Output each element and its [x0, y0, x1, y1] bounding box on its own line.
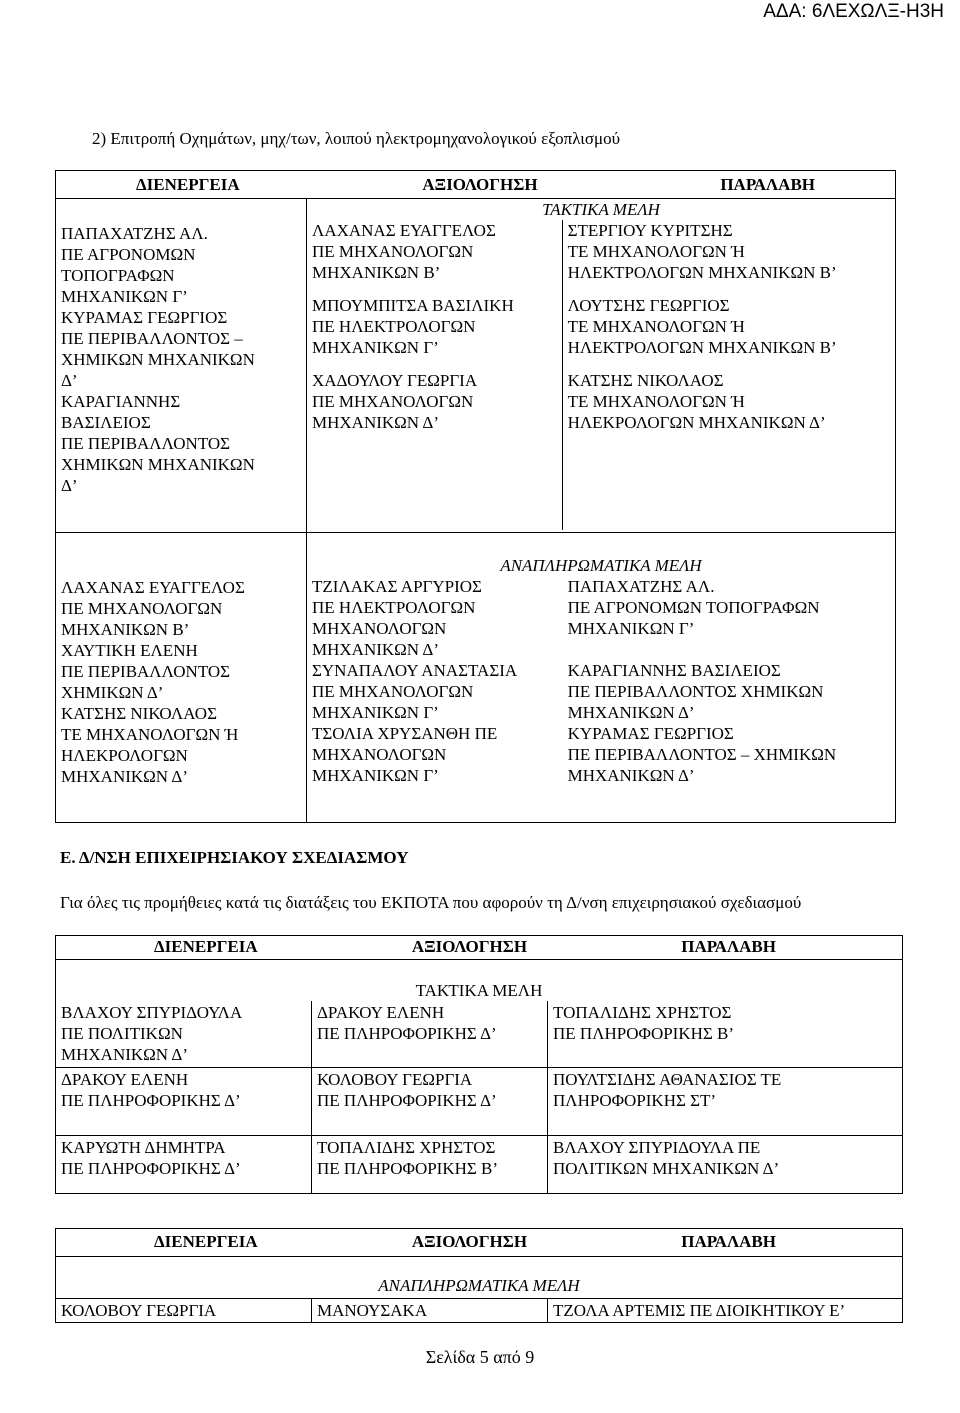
- header-dienergeia: ΔΙΕΝΕΡΓΕΙΑ: [154, 1232, 258, 1251]
- table-header-row: [56, 936, 903, 960]
- table-cell: ΚΑΡΥΩΤΗ ΔΗΜΗΤΡΑ ΠΕ ΠΛΗΡΟΦΟΡΙΚΗΣ Δ’: [56, 1135, 312, 1193]
- member-block: ΛΟΥΤΣΗΣ ΓΕΩΡΓΙΟΣ ΤΕ ΜΗΧΑΝΟΛΟΓΩΝ Ή ΗΛΕΚΤΡΟΛΟΓΩΝ ΜΗΧΑΝΙΚΩΝ Β’: [567, 296, 837, 357]
- regular-members-cell: [307, 199, 896, 533]
- member-block: ΜΠΟΥΜΠΙΤΣΑ ΒΑΣΙΛΙΚΗ ΠΕ ΗΛΕΚΤΡΟΛΟΓΩΝ ΜΗΧΑΝΙΚΩΝ Γ’: [312, 296, 514, 357]
- substitute-dienergeia-cell: ΛΑΧΑΝΑΣ ΕΥΑΓΓΕΛΟΣ ΠΕ ΜΗΧΑΝΟΛΟΓΩΝ ΜΗΧΑΝΙΚΩΝ Β’ ΧΑΥΤΙΚΗ ΕΛΕΝΗ ΠΕ ΠΕΡΙΒΑΛΛΟΝΤΟΣ ΧΗΜΙΚΩΝ Δ’ ΚΑΤΣΗΣ ΝΙΚΟΛΑΟΣ ΤΕ ΜΗΧΑΝΟΛΟΓΩΝ Ή ΗΛΕΚΡΟΛΟΓΩΝ ΜΗΧΑΝΙΚΩΝ Δ’: [56, 533, 307, 823]
- regular-members-heading: ΤΑΚΤΙΚΑ ΜΕΛΗ: [542, 200, 660, 219]
- table-cell: ΒΛΑΧΟΥ ΣΠΥΡΙΔΟΥΛΑ ΠΕ ΠΟΛΙΤΙΚΩΝ ΜΗΧΑΝΙΚΩΝ Δ’: [56, 1001, 312, 1067]
- page-number: Σελίδα 5 από 9: [425, 1347, 535, 1367]
- regular-dienergeia-cell: ΠΑΠΑΧΑΤΖΗΣ ΑΛ. ΠΕ ΑΓΡΟΝΟΜΩΝ ΤΟΠΟΓΡΑΦΩΝ ΜΗΧΑΝΙΚΩΝ Γ’ ΚΥΡΑΜΑΣ ΓΕΩΡΓΙΟΣ ΠΕ ΠΕΡΙΒΑΛΛΟΝΤΟΣ – ΧΗΜΙΚΩΝ ΜΗΧΑΝΙΚΩΝ Δ’ ΚΑΡΑΓΙΑΝΝΗΣ ΒΑΣΙΛΕΙΟΣ ΠΕ ΠΕΡΙΒΑΛΛΟΝΤΟΣ ΧΗΜΙΚΩΝ ΜΗΧΑΝΙΚΩΝ Δ’: [56, 199, 307, 533]
- header-dienergeia: ΔΙΕΝΕΡΓΕΙΑ: [154, 937, 258, 956]
- committee-table-substitutes: [55, 1228, 903, 1323]
- member-block: ΚΑΤΣΗΣ ΝΙΚΟΛΑΟΣ ΤΕ ΜΗΧΑΝΟΛΟΓΩΝ Ή ΗΛΕΚΡΟΛΟΓΩΝ ΜΗΧΑΝΙΚΩΝ Δ’: [567, 371, 826, 432]
- substitute-paralavi-column: ΠΑΠΑΧΑΤΖΗΣ ΑΛ. ΠΕ ΑΓΡΟΝΟΜΩΝ ΤΟΠΟΓΡΑΦΩΝ ΜΗΧΑΝΙΚΩΝ Γ’ ΚΑΡΑΓΙΑΝΝΗΣ ΒΑΣΙΛΕΙΟΣ ΠΕ ΠΕΡΙΒΑΛΛΟΝΤΟΣ ΧΗΜΙΚΩΝ ΜΗΧΑΝΙΚΩΝ Δ’ ΚΥΡΑΜΑΣ ΓΕΩΡΓΙΟΣ ΠΕ ΠΕΡΙΒΑΛΛΟΝΤΟΣ – ΧΗΜΙΚΩΝ ΜΗΧΑΝΙΚΩΝ Δ’: [567, 577, 837, 785]
- regular-paralavi-column: [563, 220, 895, 530]
- table-cell: ΜΑΝΟΥΣΑΚΑ: [312, 1299, 548, 1323]
- section-e-title: Ε. Δ/ΝΣΗ ΕΠΙΧΕΙΡΗΣΙΑΚΟΥ ΣΧΕΔΙΑΣΜΟΥ: [60, 848, 409, 867]
- table-cell: ΤΟΠΑΛΙΔΗΣ ΧΡΗΣΤΟΣ ΠΕ ΠΛΗΡΟΦΟΡΙΚΗΣ Β’: [548, 1001, 903, 1067]
- section-2-title: 2) Επιτροπή Οχημάτων, μηχ/των, λοιπού ηλεκτρομηχανολογικού εξοπλισμού: [92, 129, 621, 148]
- table-header-row: [56, 1229, 903, 1257]
- header-paralavi: ΠΑΡΑΛΑΒΗ: [681, 937, 776, 956]
- header-axiologisi: ΑΞΙΟΛΟΓΗΣΗ: [422, 175, 538, 194]
- table-cell: ΔΡΑΚΟΥ ΕΛΕΝΗ ΠΕ ΠΛΗΡΟΦΟΡΙΚΗΣ Δ’: [312, 1001, 548, 1067]
- regular-members-heading-row: [56, 960, 903, 1002]
- table-cell: ΤΖΟΛΑ ΑΡΤΕΜΙΣ ΠΕ ΔΙΟΙΚΗΤΙΚΟΥ Ε’: [548, 1299, 903, 1323]
- header-axiologisi: ΑΞΙΟΛΟΓΗΣΗ: [411, 1232, 528, 1251]
- committee-table-vehicles: [55, 170, 896, 823]
- member-block: ΛΑΧΑΝΑΣ ΕΥΑΓΓΕΛΟΣ ΠΕ ΜΗΧΑΝΟΛΟΓΩΝ ΜΗΧΑΝΙΚΩΝ Β’: [312, 221, 496, 282]
- header-paralavi: ΠΑΡΑΛΑΒΗ: [681, 1232, 776, 1251]
- substitute-members-cell: [307, 533, 896, 823]
- committee-table-planning: [55, 935, 903, 1194]
- table-header-row: [56, 171, 896, 199]
- substitute-members-heading: ΑΝΑΠΛΗΡΩΜΑΤΙΚΑ ΜΕΛΗ: [500, 556, 702, 575]
- member-block: ΧΑΔΟΥΛΟΥ ΓΕΩΡΓΙΑ ΠΕ ΜΗΧΑΝΟΛΟΓΩΝ ΜΗΧΑΝΙΚΩΝ Δ’: [312, 371, 478, 432]
- table-cell: ΚΟΛΟΒΟΥ ΓΕΩΡΓΙΑ ΠΕ ΠΛΗΡΟΦΟΡΙΚΗΣ Δ’: [312, 1067, 548, 1135]
- header-axiologisi: ΑΞΙΟΛΟΓΗΣΗ: [411, 937, 528, 956]
- table-cell: ΔΡΑΚΟΥ ΕΛΕΝΗ ΠΕ ΠΛΗΡΟΦΟΡΙΚΗΣ Δ’: [56, 1067, 312, 1135]
- substitute-members-heading: ΑΝΑΠΛΗΡΩΜΑΤΙΚΑ ΜΕΛΗ: [378, 1276, 580, 1295]
- substitute-members-heading-row: [56, 1257, 903, 1299]
- table-cell: ΒΛΑΧΟΥ ΣΠΥΡΙΔΟΥΛΑ ΠΕ ΠΟΛΙΤΙΚΩΝ ΜΗΧΑΝΙΚΩΝ Δ’: [548, 1135, 903, 1193]
- regular-axiologisi-column: [307, 220, 563, 530]
- header-dienergeia: ΔΙΕΝΕΡΓΕΙΑ: [136, 175, 240, 194]
- table-cell: ΠΟΥΛΤΣΙΔΗΣ ΑΘΑΝΑΣΙΟΣ ΤΕ ΠΛΗΡΟΦΟΡΙΚΗΣ ΣΤ’: [548, 1067, 903, 1135]
- table-cell: ΤΟΠΑΛΙΔΗΣ ΧΡΗΣΤΟΣ ΠΕ ΠΛΗΡΟΦΟΡΙΚΗΣ Β’: [312, 1135, 548, 1193]
- member-block: ΣΤΕΡΓΙΟΥ ΚΥΡΙΤΣΗΣ ΤΕ ΜΗΧΑΝΟΛΟΓΩΝ Ή ΗΛΕΚΤΡΟΛΟΓΩΝ ΜΗΧΑΝΙΚΩΝ Β’: [567, 221, 837, 282]
- header-paralavi: ΠΑΡΑΛΑΒΗ: [720, 175, 816, 194]
- substitute-axiologisi-column: ΤΖΙΛΑΚΑΣ ΑΡΓΥΡΙΟΣ ΠΕ ΗΛΕΚΤΡΟΛΟΓΩΝ ΜΗΧΑΝΟΛΟΓΩΝ ΜΗΧΑΝΙΚΩΝ Δ’ ΣΥΝΑΠΑΛΟΥ ΑΝΑΣΤΑΣΙΑ ΠΕ ΜΗΧΑΝΟΛΟΓΩΝ ΜΗΧΑΝΙΚΩΝ Γ’ ΤΣΟΛΙΑ ΧΡΥΣΑΝΘΗ ΠΕ ΜΗΧΑΝΟΛΟΓΩΝ ΜΗΧΑΝΙΚΩΝ Γ’: [312, 577, 518, 785]
- table-cell: ΚΟΛΟΒΟΥ ΓΕΩΡΓΙΑ: [56, 1299, 312, 1323]
- ada-code: ΑΔΑ: 6ΛΕΧΩΛΞ-Η3Η: [763, 1, 944, 22]
- section-e-paragraph: Για όλες τις προμήθειες κατά τις διατάξεις του ΕΚΠΟΤΑ που αφορούν τη Δ/νση επιχειρησιακού σχεδιασμού: [60, 893, 802, 912]
- regular-members-heading: ΤΑΚΤΙΚΑ ΜΕΛΗ: [415, 981, 543, 1000]
